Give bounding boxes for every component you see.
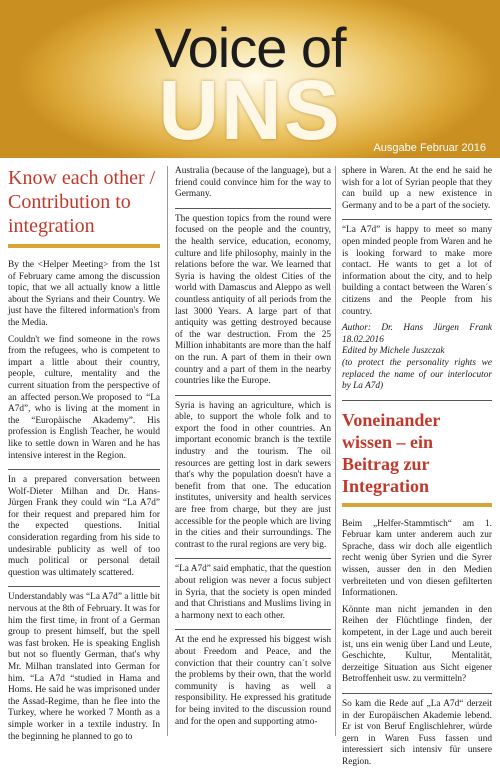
paragraph: Understandably was “La A7d” a little bit nervous at the 8th of February. It was for him the first time, in front of a German group to present himself, but the spell was fast broken. He is speaking English but not so fluently German, that's why Mr. Milhan translated into German for him. “La A7d “studied in Hama and Homs. He said he was imprisoned under the Assad-Regime, than he flee into the Turkey, where he worked 7 Month as a simple worker in a textile industry. In the beginning he planned to go to	[8, 592, 160, 742]
column-3	[342, 166, 492, 774]
column-2	[175, 166, 331, 733]
paragraph: Syria is having an agriculture, which is able, to support the whole folk and to export the food in other countries. An important economic branch is the textile industry and the tourism. The oil resources are getting lost in dark sewers that's why the population doesn't have a benefit from that one. The education institutes, university and health services are free from charge, but they are just accessible for the people which are living in the cities and their surroundings. The contrast to the rural regions are very big.	[175, 401, 331, 560]
paragraph: The question topics from the round were focused on the people and the country, the health service, education, economy, culture and life philosophy, mainly in the relations before the war. We learned that Syria is having the oldest Cities of the world with Damascus and Aleppo as well countless antiquity of all periods from the last 3000 Years. A large part of that antiquity was getting destroyed because of the war destruction. From the 25 Million inhabitants are more than the half on the run. A part of them in their own country and a part of them in the nearby countries like the Europe.	[175, 214, 331, 396]
paragraph: Beim „Helfer-Stammtisch“ am 1. Februar kam unter anderem auch zur Sprache, dass wir doch alle eigentlich recht wenig über Syrien und die Syrer wissen, ausser den in den Medien verbreiteten und von diesen gefilterten Informationen.	[342, 518, 492, 599]
paragraph: Australia (because of the language), but a friend could convince him for the way to Germany.	[175, 166, 331, 209]
author-line: Author: Dr. Hans Jürgen Frank 18.02.2016	[342, 323, 492, 345]
paragraph: sphere in Waren. At the end he said he wish for a lot of Syrian people that they can build up a new existence in Germany and to be a part of the society.	[342, 166, 492, 220]
column-1	[8, 166, 160, 748]
paragraph: Könnte man nicht jemanden in den Reihen der Flüchtlinge finden, der kompetent, in der Lage und auch bereit ist, uns ein wenig über Land und Leute, Geschichte, Kultur, Mentalität, derzeitige Situation aus Sicht eigener Betroffenheit usw. zu vermitteln?	[342, 605, 492, 694]
column-divider	[167, 166, 168, 736]
editor-line: Edited by Michele Juszczak	[342, 346, 445, 357]
paragraph: So kam die Rede auf „La A7d“ derzeit in der Europäischen Akademie lebend. Er ist von Beruf Englischlehrer, würde gern in Waren Fuss fassen und interessiert sich intensiv für unsere Region.	[342, 699, 492, 767]
headline-bar	[8, 244, 160, 248]
paragraph: In a prepared conversation between Wolf-Dieter Milhan and Dr. Hans-Jürgen Frank they could win “La A7d” for their request and prepared him for the expected questions. Initial consideration regarding from his side to undesirable publicity as well of too much political or personal detail question was ultimately scattered.	[8, 475, 160, 587]
headline-bar	[342, 503, 492, 507]
issue-label: Ausgabe Februar 2016	[373, 142, 486, 154]
paragraph: “La A7d” said emphatic, that the question about religion was never a focus subject in Syria, that the society is open minded and that Christians and Muslims living in a harmony next to each other.	[175, 564, 331, 630]
article-headline-en: Know each other / Contribution to integration	[8, 167, 156, 237]
masthead	[0, 0, 500, 158]
paragraph: By the <Helper Meeting> from the 1st of February came among the discussion topic, that we all actually know a little about the Syrians and their Country. We just have the filtered information's from the Media.	[8, 260, 160, 328]
paragraph: Couldn't we find someone in the rows from the refugees, who is competent to impart a little about their country, people, culture, mentality and the current situation from the perspective of an affected person.We proposed to “La A7d”, who is living at the moment in the “Europäische Akademy”. His profession is English Teacher, he would like to settle down in Waren and he has intensive interest in the Region.	[8, 335, 160, 471]
author-credit	[342, 323, 492, 401]
article-headline-de: Voneinander wissen – ein Beitrag zur Integration	[342, 409, 441, 496]
column-divider	[335, 166, 336, 736]
masthead-title-logo: UNS	[158, 63, 342, 157]
paragraph: “La A7d” is happy to meet so many open minded people from Waren and he is looking forward to make more contact. He wants to get a lot of information about the city, and to help building a contact between the Waren´s citizens and the People from his country.	[342, 225, 492, 317]
paragraph: At the end he expressed his biggest wish about Freedom and Peace, and the conviction that their country can´t solve the problems by their own, that the world community is having as well a responsibility. He expressed his gratitude for being invited to the discussion round and for the open and supporting atmo-	[175, 635, 331, 727]
privacy-note: (to protect the personality rights we replaced the name of our interlocutor by La A7d)	[342, 357, 492, 392]
masthead-title-top: Voice of	[154, 16, 346, 79]
